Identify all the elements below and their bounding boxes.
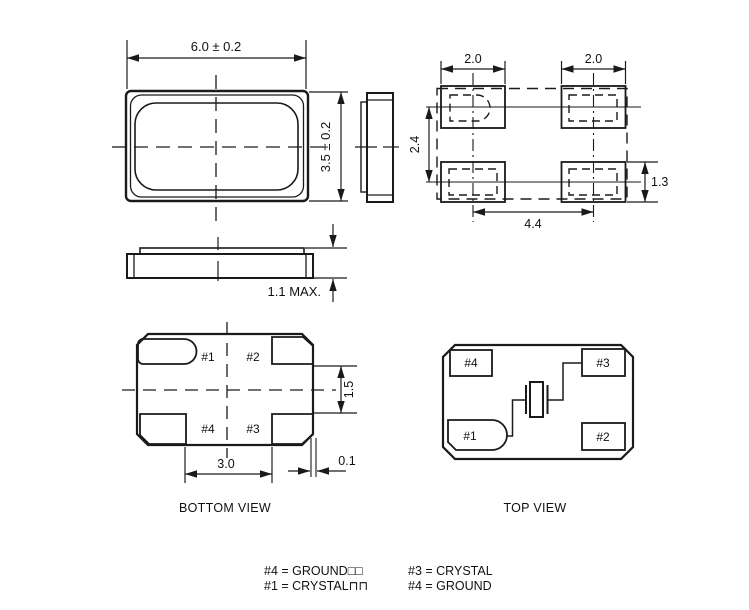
bottom-pad3-shape [272,414,313,444]
wire-crystal-to-pad3 [548,363,583,400]
land-pattern-view [408,52,668,231]
top-pad1-shape [448,420,507,450]
wire-pad1-to-crystal [507,400,526,436]
right-pad-width-label: 2.0 [584,52,603,66]
crystal-symbol [526,382,548,417]
pad-height-label: 1.3 [651,175,669,189]
bottom-pad4-shape [140,414,186,444]
pad-legend [264,564,493,593]
thickness-dim-label: 1.1 MAX. [267,284,321,299]
package-front-view [127,224,347,302]
top-pad4-label: #4 [464,356,478,370]
bottom-outline [137,334,313,445]
top-pad2-label: #2 [596,430,610,444]
pad-span-label: 3.0 [217,457,235,471]
bottom-pad1-label: #1 [201,350,215,364]
bottom-view [122,322,357,515]
legend-row1-left: #4 = GROUND□□ [264,564,363,578]
vertical-pitch-label: 2.4 [408,135,422,154]
top-pad3-label: #3 [596,356,610,370]
legend-row2-right: #4 = GROUND [408,579,492,593]
package-inner-edge [131,95,304,197]
legend-row1-right: #3 = CRYSTAL [408,564,493,578]
thickness-dimension [268,224,347,302]
package-side-view [355,93,399,202]
pad-span-dimension [185,447,272,483]
height-dim-label: 3.5 ± 0.2 [318,121,333,173]
edge-offset-label: 0.1 [338,454,356,468]
bottom-pad2-shape [272,337,313,364]
top-view-caption: TOP VIEW [503,501,567,515]
legend-row2-left: #1 = CRYSTAL⊓⊓ [264,579,369,593]
horizontal-span-dimension [473,212,594,231]
package-outer-edge [126,91,308,201]
top-view [443,345,633,515]
bottom-pad3-label: #3 [246,422,260,436]
bottom-pad4-label: #4 [201,422,215,436]
vertical-pitch-dimension [408,107,429,182]
package-outline-view [112,39,348,221]
pad-gap-label: 1.5 [342,380,356,399]
bottom-view-caption: BOTTOM VIEW [179,501,271,515]
left-pad-width-label: 2.0 [464,52,482,66]
front-body [127,254,313,278]
bottom-pad2-label: #2 [246,350,260,364]
horizontal-span-label: 4.4 [524,217,542,231]
bottom-pad1-shape [138,339,196,364]
top-pad1-label: #1 [463,429,477,443]
width-dim-label: 6.0 ± 0.2 [190,39,242,54]
package-pad1-dashed [450,95,490,121]
